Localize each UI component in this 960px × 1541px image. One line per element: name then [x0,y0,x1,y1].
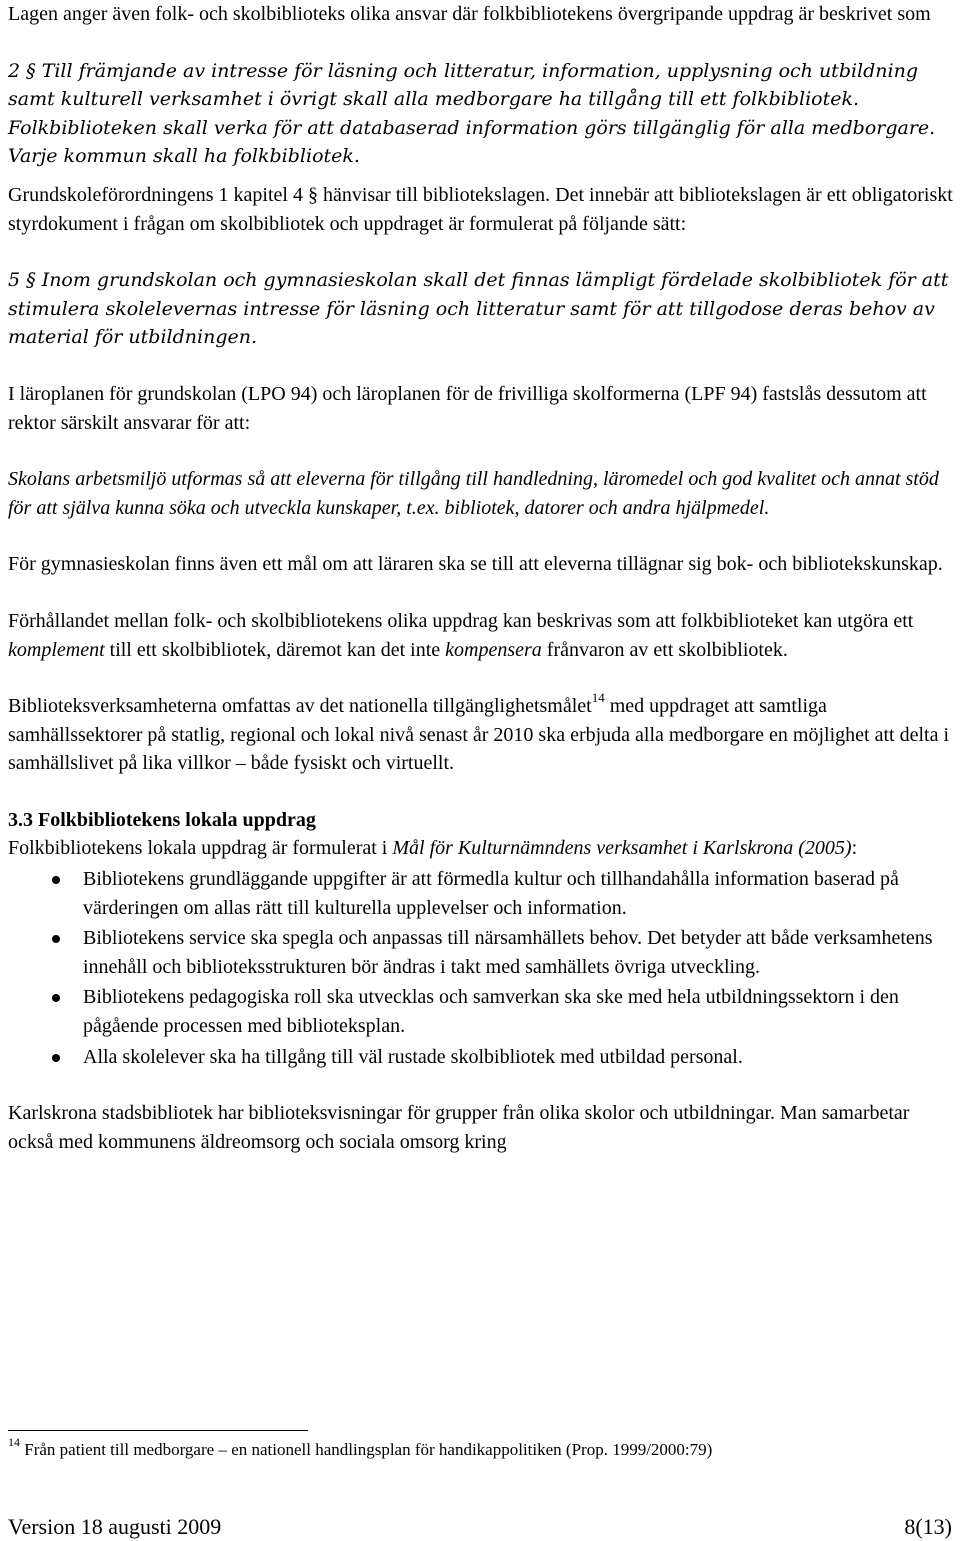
lokala-paragraph [8,834,954,863]
forhallandet-paragraph [8,607,954,664]
forhallandet-text-1: Förhållandet mellan folk- och skolbibliotekens olika uppdrag kan beskrivas som att folkbiblioteket kan utgöra ett [8,609,914,632]
forhallandet-text-3: frånvaron av ett skolbibliotek. [546,638,788,661]
law-quote-2 [8,57,954,171]
list-item-text: Bibliotekens pedagogiska roll ska utvecklas och samverkan ska ske med hela utbildningssektorn i den pågående processen med biblioteksplan. [83,986,899,1038]
footnote-divider [8,1430,308,1431]
law-quote-2-text: Till främjande av intresse för läsning och litteratur, information, upplysning och utbildning samt kulturell verksamhet i övrigt skall alla medborgare ha tillgång till ett folkbibliotek. Folkbiblioteken skall verka för att databaserad information görs tillgänglig för alla medborgare. Varje kommun skall ha folkbibliotek. [8,59,936,168]
law-quote-2-number: 2 [8,59,21,82]
forhallandet-emphasis-1: komplement [8,638,105,661]
bullet-icon [52,935,60,943]
section-sign: § [26,59,36,82]
lokala-document-title: Mål för Kulturnämndens verksamhet i Karlskrona (2005) [392,837,852,860]
footnote-text: Från patient till medborgare – en nationell handlingsplan för handikappolitiken (Prop. 1999/2000:79) [24,1440,713,1459]
list-item [8,1043,954,1072]
law-quote-5-number: 5 [8,269,21,292]
lokala-text-2: : [851,837,858,860]
bullet-icon [52,994,60,1002]
law-quote-5 [8,266,954,352]
bullet-icon [52,876,60,884]
page-number: 8(13) [904,1514,952,1539]
page-footer [8,1513,952,1541]
lokala-text-1: Folkbibliotekens lokala uppdrag är formulerat i [8,837,388,860]
laroplan-paragraph: I läroplanen för grundskolan (LPO 94) och läroplanen för de frivilliga skolformerna (LPF 94) fastslås dessutom att rektor särskilt ansvarar för att: [8,382,927,434]
section-sign: § [26,269,36,292]
goals-list [8,865,954,1071]
footnote-number: 14 [8,1435,20,1450]
verksamheterna-text-1: Biblioteksverksamheterna omfattas av det nationella tillgänglighetsmålet [8,695,592,718]
laroplan-quote: Skolans arbetsmiljö utformas så att eleverna för tillgång till handledning, läromedel och god kvalitet och annat stöd för att själva kunna söka och utveckla kunskaper, t.ex. bibliotek, datorer och andra hjälpmedel. [8,468,939,519]
list-item [8,924,954,981]
list-item-text: Bibliotekens grundläggande uppgifter är att förmedla kultur och tillhandahålla information baserad på värderingen om allas rätt till kulturella upplevelser och information. [83,868,899,919]
bullet-icon [52,1054,60,1062]
grundskola-text-1: Grundskoleförordningens 1 kapitel 4 [8,183,303,206]
list-item [8,983,954,1040]
gymnasieskolan-paragraph: För gymnasieskolan finns även ett mål om att läraren ska se till att eleverna tillägnar sig bok- och bibliotekskunskap. [8,553,943,576]
document-page [8,0,954,1156]
law-quote-5-text: Inom grundskolan och gymnasieskolan skall det finnas lämpligt fördelade skolbibliotek för att stimulera skolelevernas intresse för läsning och litteratur samt för att tillgodose deras behov av material för utbildningen. [8,269,949,349]
section-number: 3.3 [8,808,33,831]
footer-version: Version 18 augusti 2009 [8,1514,222,1539]
footnote [8,1435,713,1462]
footnote-reference[interactable]: 14 [591,690,605,706]
list-item-text: Bibliotekens service ska spegla och anpassas till närsamhällets behov. Det betyder att både verksamhetens innehåll och biblioteksstrukturen bör ändras i takt med samhällets övriga utveckling. [83,927,933,978]
list-item-text: Alla skolelever ska ha tillgång till väl rustade skolbibliotek med utbildad personal. [83,1045,743,1068]
grundskola-text-2: hänvisar till bibliotekslagen. Det innebär att bibliotekslagen är ett obligatoriskt styrdokument i frågan om skolbibliotek och uppdraget är formulerat på följande sätt: [8,183,953,235]
section-title: Folkbibliotekens lokala uppdrag [38,808,316,831]
section-heading [8,806,954,835]
karlskrona-paragraph: Karlskrona stadsbibliotek har biblioteksvisningar för grupper från olika skolor och utbildningar. Man samarbetar också med kommunens äldreomsorg och sociala omsorg kring [8,1102,910,1153]
forhallandet-emphasis-2: kompensera [445,638,542,661]
forhallandet-text-2: till ett skolbibliotek, däremot kan det inte [109,638,441,661]
section-sign: § [307,183,318,206]
list-item [8,865,954,922]
verksamheterna-text-2: med uppdraget att samtliga samhällssektorer på statlig, regional och lokal nivå senast år 2010 ska erbjuda alla medborgare en möjlighet att delta i samhällslivet på lika villkor – både fysiskt och virtuellt. [8,695,950,775]
grundskola-paragraph [8,181,954,238]
verksamheterna-paragraph [8,692,954,778]
intro-paragraph: Lagen anger även folk- och skolbiblioteks olika ansvar där folkbibliotekens övergripande uppdrag är beskrivet som [8,3,931,25]
